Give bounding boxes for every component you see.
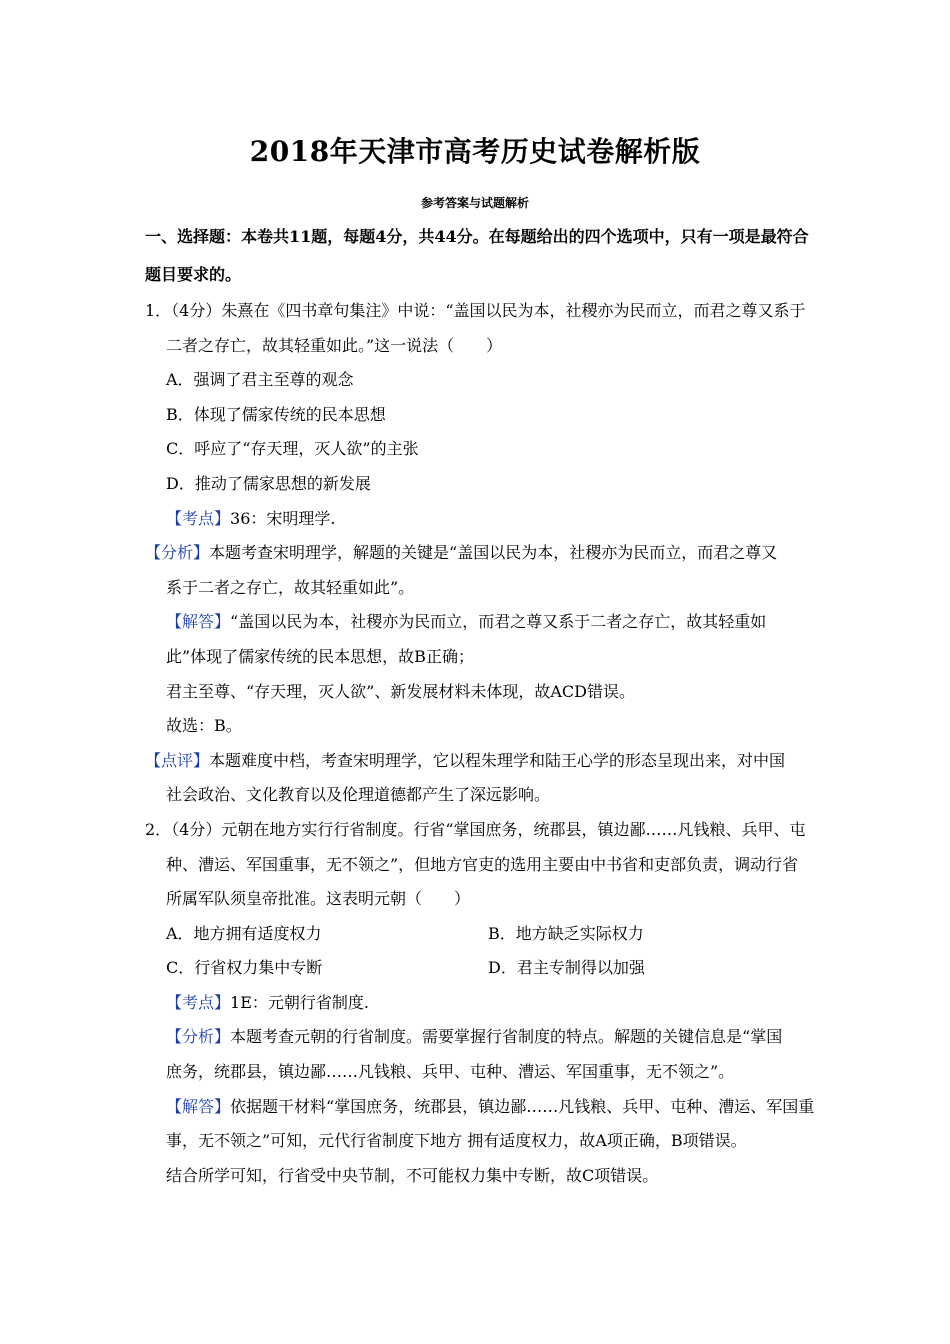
question-stem: 2．（4分）元朝在地方实行行省制度。行省“掌国庶务，统郡县，镇边鄙……凡钱粮、兵甲、屯 [145,819,806,839]
option-b: B．体现了儒家传统的民本思想 [166,404,386,424]
section-heading [145,218,810,294]
kaodian-line [145,986,810,1021]
question-stem: 二者之存亡，故其轻重如此。”这一说法（ ） [166,335,503,355]
option-c: C．行省权力集中专断 [166,958,323,978]
page-subtitle: 参考答案与试题解析 [420,196,529,210]
jieda-text: 事，无不领之”可知，元代行省制度下地方 拥有适度权力，故A项正确，B项错误。 [166,1131,747,1151]
kaodian-line [145,502,810,537]
dianping-tag: 【点评】 [145,750,210,770]
kaodian-tag: 【考点】 [166,508,231,528]
dianping-text: 社会政治、文化教育以及伦理道德都产生了深远影响。 [166,785,551,805]
jieda-text: 结合所学可知，行省受中央节制，不可能权力集中专断，故C项错误。 [166,1165,659,1185]
option-a: A．强调了君主至尊的观念 [166,370,354,390]
option-d: D．君主专制得以加强 [488,958,645,978]
jieda-text: “盖国以民为本，社稷亦为民而立，而君之尊又系于二者之存亡，故其轻重如 [230,612,767,632]
fenxi-text: 庶务，统郡县，镇边鄙……凡钱粮、兵甲、屯种、漕运、军国重事，无不领之”。 [166,1062,735,1082]
question-stem: 所属军队须皇帝批准。这表明元朝（ ） [166,889,471,909]
question-stem: 种、漕运、军国重事，无不领之”，但地方官吏的选用主要由中书省和吏部负责，调动行省 [166,854,799,874]
options-row [145,917,810,952]
jieda-line [145,605,810,640]
question-2 [145,813,815,1194]
options-row [145,951,810,986]
fenxi-text: 系于二者之存亡，故其轻重如此”。 [166,577,415,597]
kaodian-text: 1E：元朝行省制度. [230,992,369,1012]
option-b: B．地方缺乏实际权力 [488,923,644,943]
fenxi-line [145,536,810,571]
kaodian-tag: 【考点】 [166,992,231,1012]
fenxi-text: 本题考查宋明理学，解题的关键是“盖国以民为本，社稷亦为民而立，而君之尊又 [209,543,778,563]
section-heading-line: 一、选择题：本卷共11题，每题4分，共44分。在每题给出的四个选项中，只有一项是最符合 [145,227,809,246]
fenxi-tag: 【分析】 [166,1027,231,1047]
fenxi-tag: 【分析】 [145,543,210,563]
option-d: D．推动了儒家思想的新发展 [166,473,371,493]
page-title: 2018年天津市高考历史试卷解析版 [249,135,701,168]
dianping-text: 本题难度中档，考查宋明理学，它以程朱理学和陆王心学的形态呈现出来，对中国 [209,750,786,770]
kaodian-text: 36：宋明理学. [230,508,336,528]
jieda-line [145,1090,815,1125]
question-stem: 1．（4分）朱熹在《四书章句集注》中说：“盖国以民为本，社稷亦为民而立，而君之尊又系于 [145,301,806,320]
jieda-text: 君主至尊、“存天理，灭人欲”、新发展材料未体现，故ACD错误。 [166,681,635,701]
option-c: C．呼应了“存天理，灭人欲”的主张 [166,439,419,459]
document-body [145,218,815,1193]
section-heading-line: 题目要求的。 [145,265,242,284]
jieda-text: 故选：B。 [166,716,242,736]
jieda-tag: 【解答】 [166,612,231,632]
jieda-text: 此”体现了儒家传统的民本思想，故B正确； [166,646,474,666]
fenxi-line [145,1020,810,1055]
option-a: A．地方拥有适度权力 [166,923,322,943]
jieda-text: 依据题干材料“掌国庶务，统郡县，镇边鄙……凡钱粮、兵甲、屯种、漕运、军国重 [230,1096,815,1116]
dianping-line [145,744,810,779]
question-1 [145,294,810,813]
jieda-tag: 【解答】 [166,1096,231,1116]
fenxi-text: 本题考查元朝的行省制度。需要掌握行省制度的特点。解题的关键信息是“掌国 [230,1027,783,1047]
